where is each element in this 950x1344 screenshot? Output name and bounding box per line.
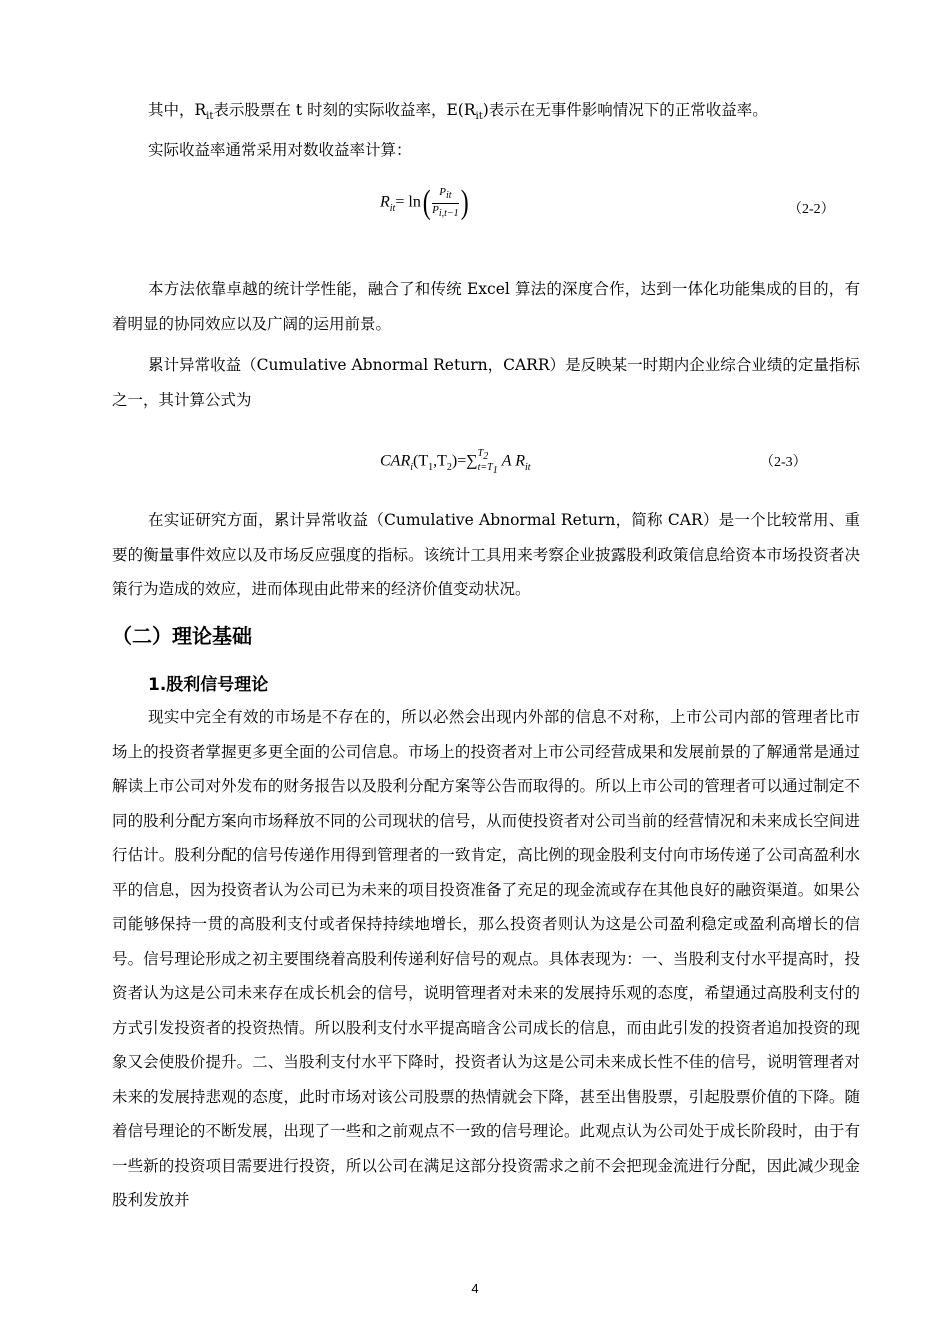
page-number: 4 [471,1281,479,1296]
eq1-den-sub: i,t−1 [438,207,459,219]
eq2-lhs-sub: i [410,461,413,473]
eq1-num-sub: it [446,190,452,202]
equation-2-2 [380,186,470,220]
eq2-sum-sup: T [477,448,484,459]
paragraph-empirical [112,503,860,607]
eq2-lhs: CAR [380,452,411,470]
eq2-sum-sub-sub: 1 [492,465,498,476]
line1-sub-a: it [206,111,214,123]
eq1-fraction [432,186,459,219]
eq1-open-paren: ( [422,184,431,221]
line1-text-c: )表示在无事件影响情况下的正常收益率。 [482,101,768,119]
paragraph-method-text: 本方法依靠卓越的统计学性能，融合了和传统 Excel 算法的深度合作，达到一体化功能集成的目的，有着明显的协同效应以及广阔的运用前景。 [112,280,860,333]
equation-number-2-2: （2-2） [788,202,835,217]
line1-text-a: 其中，R [148,101,207,119]
eq1-lhs-sub: it [389,202,396,214]
eq2-sum-limits [478,448,498,476]
paragraph-signal-theory-text: 现实中完全有效的市场是不存在的，所以必然会出现内外部的信息不对称，上市公司内部的管理者比市场上的投资者掌握更多更全面的公司信息。市场上的投资者对上市公司经营成果和发展前景的了解通常是通过解读上市公司对外发布的财务报告以及股利分配方案等公告而取得的。所以上市公司的管理者可以通过制定不同的股利分配方案向市场释放不同的公司现状的信号，从而使投资者对公司当前的经营情况和未来成长空间进行估计。股利分配的信号传递作用得到管理者的一致肯定，高比例的现金股利支付向市场传递了公司高盈利水平的信息，因为投资者认为公司已为未来的项目投资准备了充足的现金流或存在其他良好的融资渠道。如果公司能够保持一贯的高股利支付或者保持持续地增长，那么投资者则认为这是公司盈利稳定或盈利高增长的信号。信号理论形成之初主要围绕着高股利传递利好信号的观点。具体表现为：一、当股利支付水平提高时，投资者认为这是公司未来存在成长机会的信号，说明管理者对未来的发展持乐观的态度，希望通过高股利支付的方式引发投资者的投资热情。所以股利支付水平提高暗含公司成长的信息，而由此引发的投资者追加投资的现象又会使股价提升。二、当股利支付水平下降时，投资者认为这是公司未来成长性不佳的信号，说明管理者对未来的发展持悲观的态度，此时市场对该公司股票的热情就会下降，甚至出售股票，引起股票价值的下降。随着信号理论的不断发展，出现了一些和之前观点不一致的信号理论。此观点认为公司处于成长阶段时，由于有一些新的投资项目需要进行投资，所以公司在满足这部分投资需求之前不会把现金流进行分配，因此减少现金股利发放并 [112,708,860,1209]
eq1-lhs: R [380,193,390,211]
paragraph-car-definition [112,348,860,417]
paragraph-car-definition-text: 累计异常收益（Cumulative Abnormal Return，CARR）是反映某一时期内企业综合业绩的定量指标之一，其计算公式为 [112,356,860,409]
line1-sub-b: it [475,111,483,123]
returns-definition-line [148,98,768,122]
sum-symbol: ∑ [466,452,478,470]
eq1-ln: = ln [395,193,421,211]
eq2-comma: ,T [433,452,447,470]
eq2-t2: 2 [446,461,452,473]
equation-number-2-3: （2-3） [760,455,807,470]
eq2-sum-sub: t=T [477,462,493,473]
eq2-ar-sub: it [525,461,531,473]
equation-2-3 [380,448,531,476]
section-heading: （二）理论基础 [112,624,252,648]
eq2-t1: 1 [428,461,434,473]
eq1-num: P [439,186,446,199]
eq1-close-paren: ) [460,184,469,221]
eq2-sum-sup-sub: 2 [483,451,489,462]
line1-text-b: 表示股票在 t 时刻的实际收益率，E(R [213,101,476,119]
eq1-den: P [432,203,439,216]
eq2-ar: A R [501,452,526,470]
subsection-heading: 1.股利信号理论 [148,675,269,695]
paragraph-signal-theory [112,700,860,1218]
paragraph-empirical-text: 在实证研究方面，累计异常收益（Cumulative Abnormal Return，简称 CAR）是一个比较常用、重要的衡量事件效应以及市场反应强度的指标。该统计工具用来考察企业披露股利政策信息给资本市场投资者决策行为造成的效应，进而体现由此带来的经济价值变动状况。 [112,511,860,598]
eq2-args-open: (T [413,452,429,470]
log-return-intro: 实际收益率通常采用对数收益率计算： [148,141,412,159]
eq2-close: )= [451,452,467,470]
paragraph-method [112,272,860,341]
